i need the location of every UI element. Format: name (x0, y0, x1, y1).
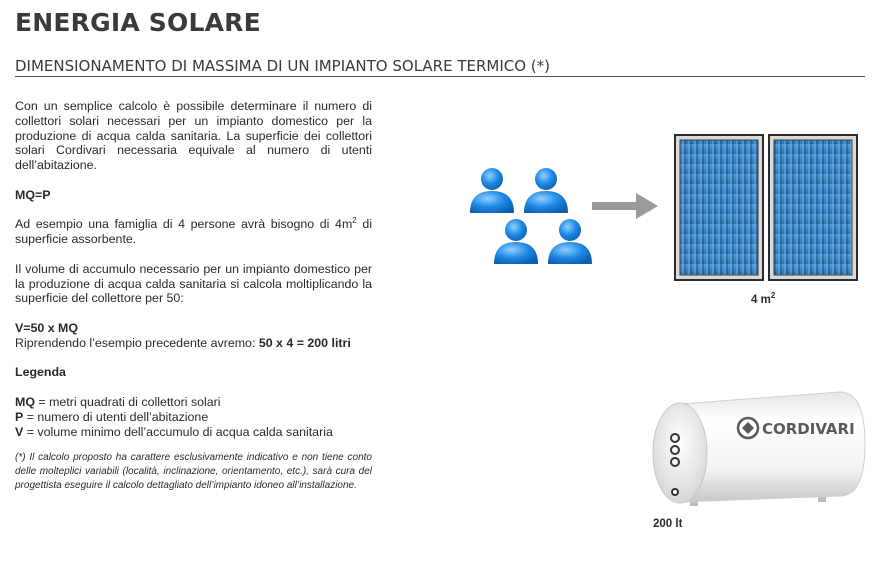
legend-item-p (15, 410, 372, 425)
panels-label-superscript: 2 (770, 291, 776, 301)
example-text-end: di superficie assorbente. (15, 217, 372, 247)
text-column (15, 99, 372, 493)
example-result-text: Riprendendo l’esempio precedente avremo: (15, 335, 259, 350)
arrow-right-icon (592, 193, 658, 224)
page-title: ENERGIA SOLARE (15, 8, 261, 37)
example-paragraph (15, 217, 372, 247)
example-superscript: 2 (352, 216, 357, 226)
intro-paragraph: Con un semplice calcolo è possibile determinare il numero di collettori solari necessari per un impianto domestico per la produzione di acqua calda sanitaria. La superficie dei collettori solari Cordivari necessaria equivale al numero di utenti dell’abitazione. (15, 99, 372, 173)
page-subtitle: DIMENSIONAMENTO DI MASSIMA DI UN IMPIANTO SOLARE TERMICO (*) (15, 57, 551, 75)
people-icon (462, 163, 592, 278)
tank-label: 200 lt (653, 518, 683, 530)
legend-key: MQ (15, 394, 35, 409)
panels-label-text: 4 m (751, 294, 771, 306)
legend-key: V (15, 424, 24, 439)
tank-brand: CORDIVARI (762, 420, 855, 438)
example-text: Ad esempio una famiglia di 4 persone avrà bisogno di 4m (15, 217, 353, 232)
legend-text: = numero di utenti dell’abitazione (23, 409, 209, 424)
example-result-value: 50 x 4 = 200 litri (258, 335, 351, 350)
legend-title: Legenda (15, 365, 66, 380)
legend-item-v (15, 425, 372, 440)
legend-text: = metri quadrati di collettori solari (34, 394, 221, 409)
volume-paragraph: Il volume di accumulo necessario per un impianto domestico per la produzione di acqua calda sanitaria si calcola moltiplicando la superficie del collettore per 50: (15, 261, 372, 306)
solar-panels-icon (674, 134, 860, 289)
example-result-line (15, 336, 372, 351)
legend-text: = volume minimo dell’accumulo di acqua calda sanitaria (23, 424, 333, 439)
panels-label (751, 291, 776, 306)
water-tank-icon (650, 374, 870, 519)
formula-volume: V=50 x MQ (15, 320, 79, 335)
legend-item-mq (15, 395, 372, 410)
footnote: (*) Il calcolo proposto ha carattere esclusivamente indicativo e non tiene conto delle molteplici variabili (località, inclinazione, orientamento, etc.), sarà cura del progettista eseguire il calcolo dettagliato dell’impianto idoneo all’installazione. (15, 452, 372, 492)
legend-key: P (15, 409, 24, 424)
title-divider (15, 76, 865, 77)
formula-mq: MQ=P (15, 187, 51, 202)
